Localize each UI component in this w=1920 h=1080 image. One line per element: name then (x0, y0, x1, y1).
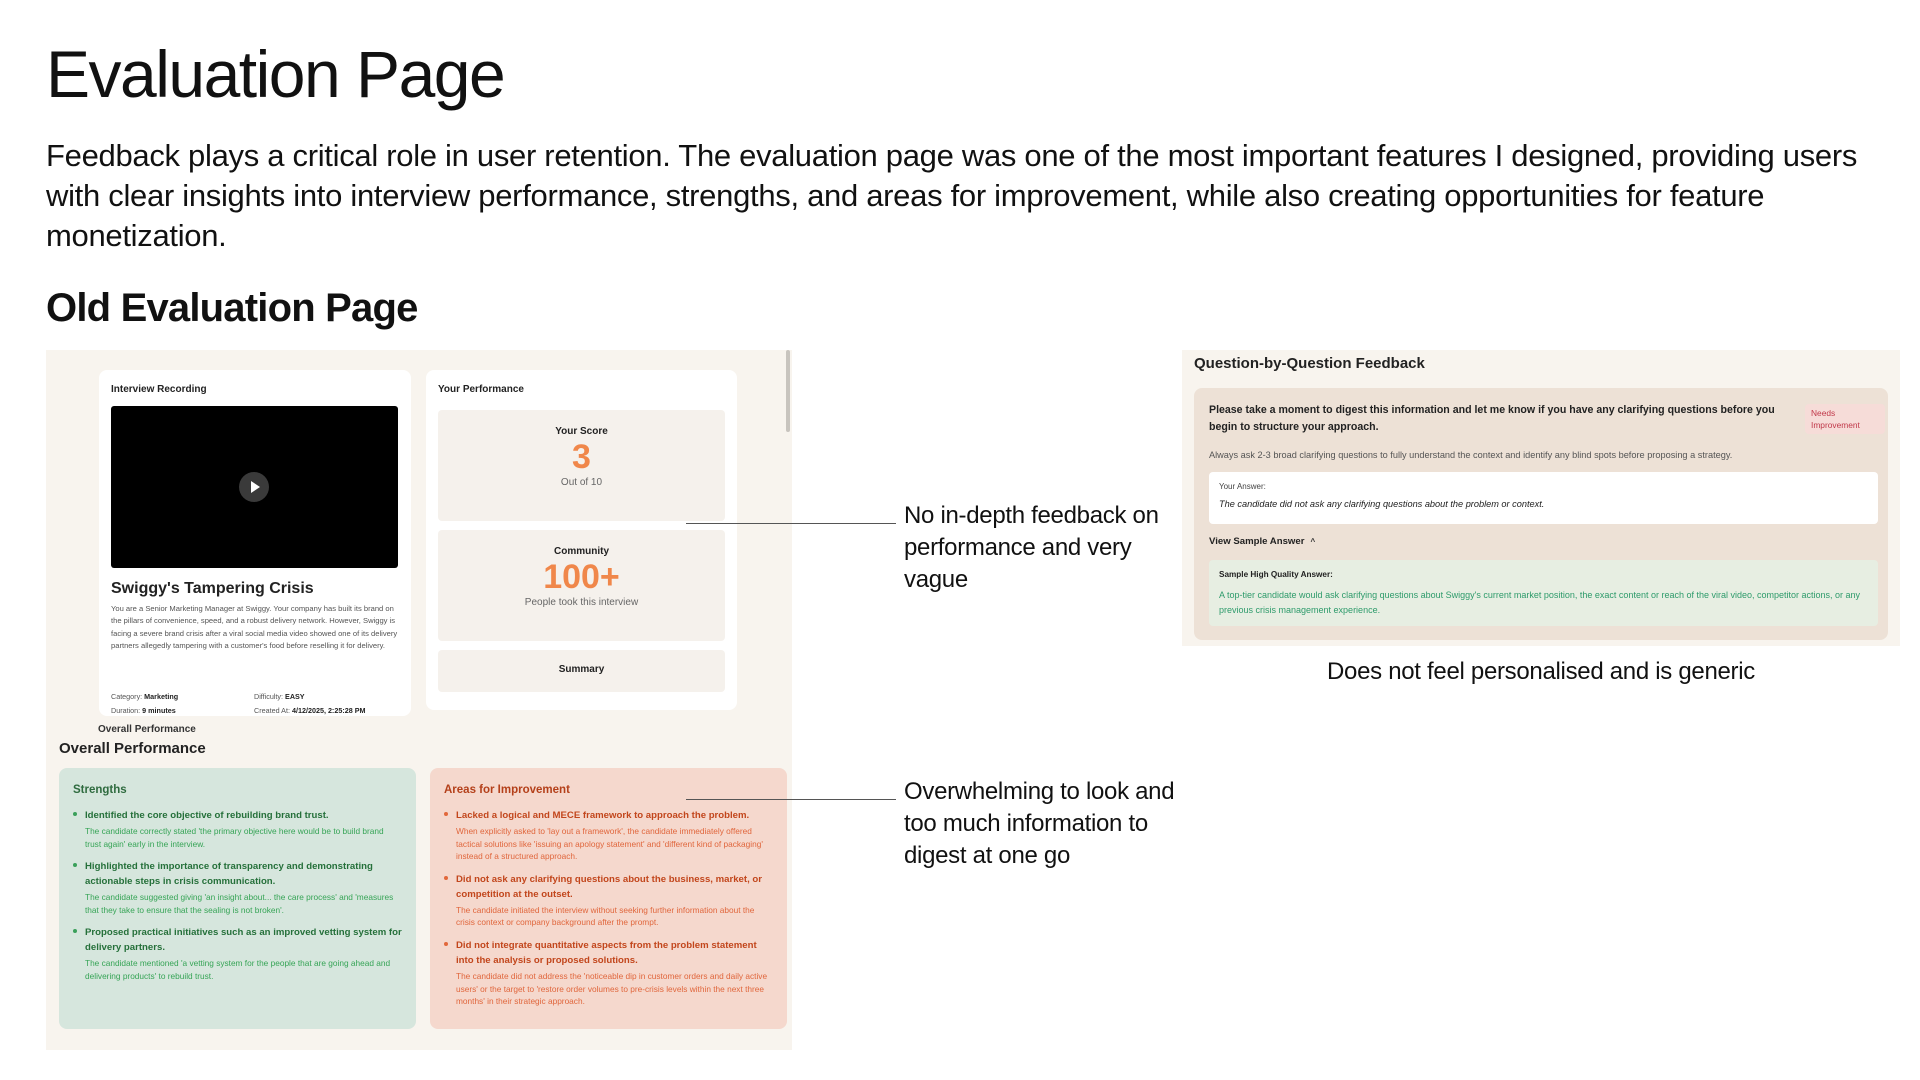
strength-text: The candidate mentioned 'a vetting system for the people that are going ahead and delivering products' to rebuild trust. (85, 958, 391, 981)
sample-text: A top-tier candidate would ask clarifying questions about Swiggy's current market position, the exact content or reach of the viral video, competitor actions, or any previous crisis management experience. (1219, 590, 1861, 615)
duration-meta (111, 706, 176, 715)
question-text: Please take a moment to digest this information and let me know if you have any clarifying questions before you begin to structure your approach. (1209, 404, 1775, 433)
callout-vague: No in-depth feedback on performance and very vague (904, 502, 1159, 593)
list-item (73, 925, 402, 982)
needs-improvement-badge: Needs Improvement (1805, 404, 1885, 434)
category-meta (111, 692, 178, 701)
strength-head: Highlighted the importance of transparency and demonstrating actionable steps in crisis communication. (85, 861, 373, 888)
question-feedback-screenshot (1182, 350, 1900, 646)
your-answer-box (1209, 472, 1878, 524)
improvement-text: The candidate did not address the 'noticeable dip in customer orders and daily active users' or the target to 'restore order volumes to pre-crisis levels within the next three months' in their strategic approach. (456, 970, 768, 1007)
view-sample-answer-toggle[interactable] (1209, 536, 1315, 547)
created-value: 4/12/2025, 2:25:28 PM (291, 706, 366, 715)
improvements-panel (430, 768, 787, 1029)
chevron-up-icon: ^ (1310, 537, 1316, 546)
interview-recording-card (99, 370, 411, 716)
answer-label: Your Answer: (1219, 482, 1266, 491)
strengths-panel (59, 768, 416, 1029)
improvement-head: Did not ask any clarifying questions about the business, market, or competition at the outset. (456, 873, 763, 900)
play-icon[interactable] (239, 472, 269, 502)
section-title: Old Evaluation Page (46, 286, 418, 330)
duration-label: Duration: (111, 706, 141, 715)
strength-text: The candidate suggested giving 'an insight about... the care process' and 'measures that they take to ensure that the sealing is not broken'. (85, 892, 394, 915)
strength-head: Proposed practical initiatives such as an improved vetting system for delivery partners. (85, 927, 402, 954)
category-label: Category: (111, 692, 143, 701)
case-title: Swiggy's Tampering Crisis (111, 580, 314, 597)
score-value: 3 (572, 438, 591, 476)
your-performance-card (426, 370, 737, 710)
score-label: Your Score (555, 426, 608, 437)
callout-overwhelming: Overwhelming to look and too much information to digest at one go (904, 778, 1175, 869)
community-sub: People took this interview (524, 597, 639, 608)
summary-button[interactable] (438, 650, 725, 692)
page-title: Evaluation Page (46, 37, 505, 111)
recording-card-title: Interview Recording (111, 384, 207, 395)
sample-answer-box (1209, 560, 1878, 626)
overall-title: Overall Performance (59, 740, 206, 757)
strength-text: The candidate correctly stated 'the primary objective here would be to build brand trust again' early in the interview. (85, 826, 384, 849)
case-description: You are a Senior Marketing Manager at Swiggy. Your company has built its brand on the pillars of convenience, speed, and a robust delivery network. However, Swiggy is facing a severe brand crisis after a viral social media video showed one of its delivery partners allegedly tampering with a customer's food before reselling it for delivery. (111, 604, 398, 651)
improvement-text: The candidate initiated the interview without seeking further information about the crisis context or company background after the prompt. (456, 904, 755, 928)
duration-value: 9 minutes (142, 706, 176, 715)
performance-card-title: Your Performance (438, 384, 524, 395)
intro-paragraph: Feedback plays a critical role in user retention. The evaluation page was one of the most important features I designed, providing users with clear insights into interview performance, strengths, and areas for improvement, while also creating opportunities for feature monetization. (46, 138, 1858, 253)
community-label: Community (554, 546, 609, 557)
question-feedback-title: Question-by-Question Feedback (1194, 355, 1425, 372)
community-value: 100+ (543, 558, 620, 596)
score-box (438, 410, 725, 521)
list-item (73, 859, 402, 916)
strength-head: Identified the core objective of rebuilding brand trust. (85, 810, 329, 821)
improvement-text: When explicitly asked to 'lay out a framework', the candidate immediately offered tactical solutions like 'issuing an apology statement' and 'different kind of packaging' instead of a structured approach. (456, 826, 763, 862)
overall-heading-cut: Overall Performance (98, 724, 196, 732)
improvements-title: Areas for Improvement (444, 784, 570, 796)
community-box (438, 530, 725, 641)
summary-label: Summary (558, 664, 605, 675)
difficulty-value: EASY (285, 692, 305, 701)
callout-leader-line (686, 799, 896, 800)
strengths-title: Strengths (73, 784, 127, 796)
list-item (444, 872, 773, 929)
question-hint: Always ask 2-3 broad clarifying questions to fully understand the context and identify any blind spots before proposing a strategy. (1209, 450, 1733, 460)
overall-performance-section (46, 732, 792, 1050)
improvement-head: Did not integrate quantitative aspects from the problem statement into the analysis or proposed solutions. (456, 939, 757, 966)
sample-toggle-label: View Sample Answer (1209, 536, 1305, 547)
sample-label: Sample High Quality Answer: (1219, 570, 1333, 579)
list-item (444, 938, 773, 1008)
video-player[interactable] (111, 406, 398, 568)
list-item (444, 808, 773, 863)
difficulty-meta (254, 692, 305, 701)
created-meta (254, 706, 366, 715)
created-label: Created At: (254, 706, 290, 715)
answer-text: The candidate did not ask any clarifying questions about the problem or context. (1219, 499, 1545, 509)
question-card (1194, 388, 1888, 640)
list-item (73, 808, 402, 850)
old-evaluation-screenshot (46, 350, 792, 1050)
callout-generic: Does not feel personalised and is generic (1327, 658, 1755, 685)
category-value: Marketing (144, 692, 179, 701)
scrollbar[interactable] (786, 350, 790, 432)
score-sub: Out of 10 (560, 477, 603, 488)
callout-leader-line (686, 523, 896, 524)
difficulty-label: Difficulty: (254, 692, 284, 701)
improvement-head: Lacked a logical and MECE framework to approach the problem. (456, 810, 750, 821)
